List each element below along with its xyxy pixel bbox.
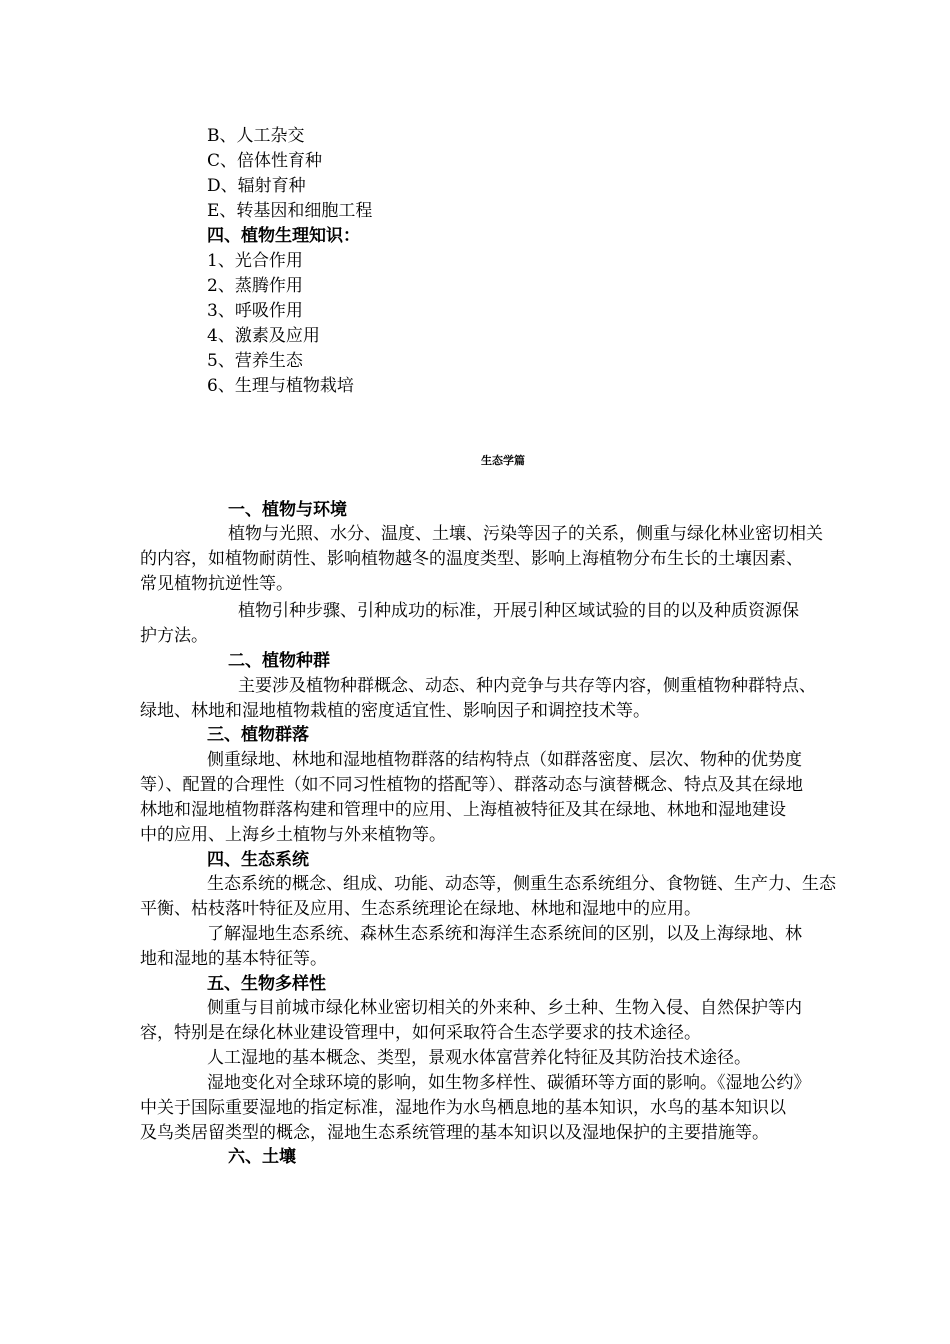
paragraph-line: 绿地、林地和湿地植物栽植的密度适宜性、影响因子和调控技术等。 [140, 701, 650, 721]
paragraph-line: 了解湿地生态系统、森林生态系统和海洋生态系统间的区别，以及上海绿地、林 [207, 924, 802, 944]
list-item: 6、生理与植物栽培 [207, 376, 354, 396]
paragraph-line: 的内容，如植物耐荫性、影响植物越冬的温度类型、影响上海植物分布生长的土壤因素、 [140, 549, 803, 569]
paragraph-line: 容，特别是在绿化林业建设管理中，如何采取符合生态学要求的技术途径。 [140, 1023, 701, 1043]
paragraph-line: 中关于国际重要湿地的指定标准，湿地作为水鸟栖息地的基本知识，水鸟的基本知识以 [140, 1098, 786, 1118]
paragraph-line: 主要涉及植物种群概念、动态、种内竞争与共存等内容，侧重植物种群特点、 [238, 676, 816, 696]
paragraph-line: 人工湿地的基本概念、类型，景观水体富营养化特征及其防治技术途径。 [207, 1048, 751, 1068]
section-heading: 四、生态系统 [207, 850, 309, 870]
paragraph-line: 植物与光照、水分、温度、土壤、污染等因子的关系，侧重与绿化林业密切相关 [228, 524, 823, 544]
paragraph-line: 地和湿地的基本特征等。 [140, 949, 327, 969]
paragraph-line: 林地和湿地植物群落构建和管理中的应用、上海植被特征及其在绿地、林地和湿地建设 [140, 800, 786, 820]
list-item: 5、营养生态 [207, 351, 303, 371]
paragraph-line: 植物引种步骤、引种成功的标准，开展引种区域试验的目的以及种质资源保 [238, 601, 799, 621]
list-item: D、辐射育种 [207, 176, 306, 196]
section-heading: 一、植物与环境 [228, 500, 347, 520]
list-item: 1、光合作用 [207, 251, 303, 271]
section-heading: 四、植物生理知识： [207, 226, 360, 246]
list-item: 3、呼吸作用 [207, 301, 303, 321]
paragraph-line: 常见植物抗逆性等。 [140, 574, 293, 594]
paragraph-line: 生态系统的概念、组成、功能、动态等，侧重生态系统组分、食物链、生产力、生态 [207, 874, 836, 894]
paragraph-line: 护方法。 [140, 626, 208, 646]
paragraph-line: 等）、配置的合理性（如不同习性植物的搭配等）、群落动态与演替概念、特点及其在绿地 [140, 775, 803, 795]
paragraph-line: 平衡、枯枝落叶特征及应用、生态系统理论在绿地、林地和湿地中的应用。 [140, 899, 701, 919]
list-item: 2、蒸腾作用 [207, 276, 303, 296]
list-item: B、人工杂交 [207, 126, 305, 146]
section-heading: 六、土壤 [228, 1147, 296, 1167]
page-title: 生态学篇 [481, 454, 525, 467]
section-heading: 二、植物种群 [228, 651, 330, 671]
list-item: 4、激素及应用 [207, 326, 320, 346]
list-item: E、转基因和细胞工程 [207, 201, 373, 221]
paragraph-line: 侧重与目前城市绿化林业密切相关的外来种、乡土种、生物入侵、自然保护等内 [207, 998, 802, 1018]
paragraph-line: 侧重绿地、林地和湿地植物群落的结构特点（如群落密度、层次、物种的优势度 [207, 750, 802, 770]
section-heading: 三、植物群落 [207, 725, 309, 745]
section-heading: 五、生物多样性 [207, 974, 326, 994]
list-item: C、倍体性育种 [207, 151, 323, 171]
paragraph-line: 中的应用、上海乡土植物与外来植物等。 [140, 825, 446, 845]
paragraph-line: 湿地变化对全球环境的影响，如生物多样性、碳循环等方面的影响。《湿地公约》 [207, 1073, 811, 1093]
paragraph-line: 及鸟类居留类型的概念，湿地生态系统管理的基本知识以及湿地保护的主要措施等。 [140, 1123, 769, 1143]
